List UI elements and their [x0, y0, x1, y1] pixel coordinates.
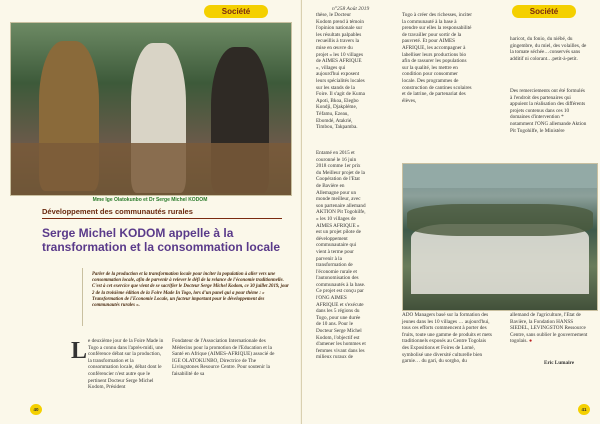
right-col2-bottom: ADO Managers basé sur la formation des jeunes dans les 10 villages … aujourd'hui, tous ces efforts commencent à porter des fruits, toute une gamme de produits et mets traditionnels exposés au Centre Togolais des Expositions et Foires de Lomé, symbolisé une diversité culturelle bien garnie… du gari, du sorgho, du: [402, 312, 492, 365]
right-col2-top: Togo à créer des richesses, inciter la communauté à la base à prendre sur elles la responsabilité de travailler pour sortir de la pauvreté. Et pour AIMES AFRIQUE, les accompagner à labelliser leurs productions bio afin de rassurer les populations sur la qualité, les mettre en condition pour consommer locale. Des programmes de construction de cantines scolaires et de latrine, de partenariat des élèves,: [402, 12, 472, 104]
tent-roof-shape: [403, 164, 597, 188]
table-display-shape: [11, 143, 291, 195]
body-column-1: e deuxième jour de la Foire Made in Togo a connu dans l'après-midi, une conférence débat sur la production, la transformation et la consommation locale, débat dont le conférencier n'est autre que le pertinent Docteur Serge Michel Kodom, Président: [88, 338, 164, 391]
author-signature: Eric Lumaire: [544, 360, 575, 366]
end-of-article-icon: ●: [529, 338, 533, 345]
page-number-right: 41: [578, 404, 590, 415]
right-col3-top: haricot, du fonio, du niébé, du gingembre, du miel, des volailles, de la tomate séchée…conservés sans additif ni colorant…petit-à-petit.: [510, 36, 587, 62]
divider: [42, 218, 282, 219]
right-col3-bottom-text: allemand de l'agriculture, l'Etat de Bavière, la Fondation HANSS SIEDEL, LEVINGSTON Ressource Centre, sans oublier le gouvernement togolais.: [510, 312, 588, 345]
right-col1-bottom: Entamé en 2015 et couronné le 16 juin 2018 comme 1er prix du Meilleur projet de la Coopération de l'Etat de Bavière en Allemagne pour un monde meilleur, avec son partenaire allemand AKTION Pit Togohilfe, « les 10 villages de AIMES AFRIQUE » est un projet pilote de développement communautaire qui vient à terme pour parvenir à la transformation de l'économie rurale et l'autonomisation des communautés à la base. Ce projet est conçu par l'ONG AIMES AFRIQUE et s'exécute dans les 5 régions du Togo, pour une durée de 10 ans. Pour le Docteur Serge Michel Kodom, l'objectif est d'amener les hommes et femmes vivant dans les milieux ruraux de: [316, 150, 366, 361]
issue-label: n°258 Août 2019: [332, 6, 370, 12]
lead-paragraph: Parler de la production et la transformation locale pour inciter la population à aller vers une consommation locale, afin de parvenir à relever le défi de la relance de l'économie traditionnelle. C'est à cet exercice que vient de se sacrifier le Docteur Serge Michel Kodom, ce 30 juillet 2019, jour 2 de la troisième édition de la Foire Made In Togo, lors d'un panel qui a pour thème : « Transformation de l'Economie Locale, un facteur important pour le développement des communautés rurales ».: [92, 272, 289, 309]
photo-mme-ige-and-dr-kodom: [10, 22, 292, 196]
body-column-2: Fondateur de l'Association Internationale des Médecins pour la promotion de l'Education et la Santé en Afrique (AIMES-AFRIQUE) associé de IGE OLATOKUNBO, Directrice de The Livingstones Resource Centre. Pour soutenir la faisabilité de sa: [172, 338, 275, 377]
right-col1-top: thèse, le Docteur Kodom prend à témoin l'opinion nationale sur les résultats palpables recueillis à travers la mise en œuvre du projet « les 10 villages de AIMES AFRIQUE », villages qui aujourd'hui exposent leurs spécialités locales sur les stands de la Foire. Il s'agit de Kuma Apoti, Bkoa, Elegbo Kondji, Djakpléme, Téfamu, Ezeau, Ebomdé, Atakrié, Timbou, Takpamba.: [316, 12, 365, 131]
page-number-left: 40: [30, 404, 42, 415]
section-tag-left: Société: [204, 5, 268, 18]
dropcap: L: [71, 338, 88, 364]
group-back-row-shape: [407, 204, 593, 236]
right-col3-bottom: [510, 312, 588, 345]
right-col3-mid: Des remerciements ont été formulés à l'endroit des partenaires qui appuient la réalisation des différents projets contenus dans ces 10 domaines d'intervention * notamment l'ONG allemande Aktion Pit Togohilfe, le Ministère: [510, 88, 587, 134]
photo-group-villagers: [402, 163, 598, 311]
section-heading: Développement des communautés rurales: [42, 207, 193, 216]
right-page: [301, 0, 600, 424]
photo-caption: Mme Ige Olatokunbo et Dr Serge Michel KODOM: [92, 197, 208, 203]
article-headline: Serge Michel KODOM appelle à la transformation et la consommation locale: [42, 226, 281, 254]
section-tag-right: Société: [512, 5, 576, 18]
